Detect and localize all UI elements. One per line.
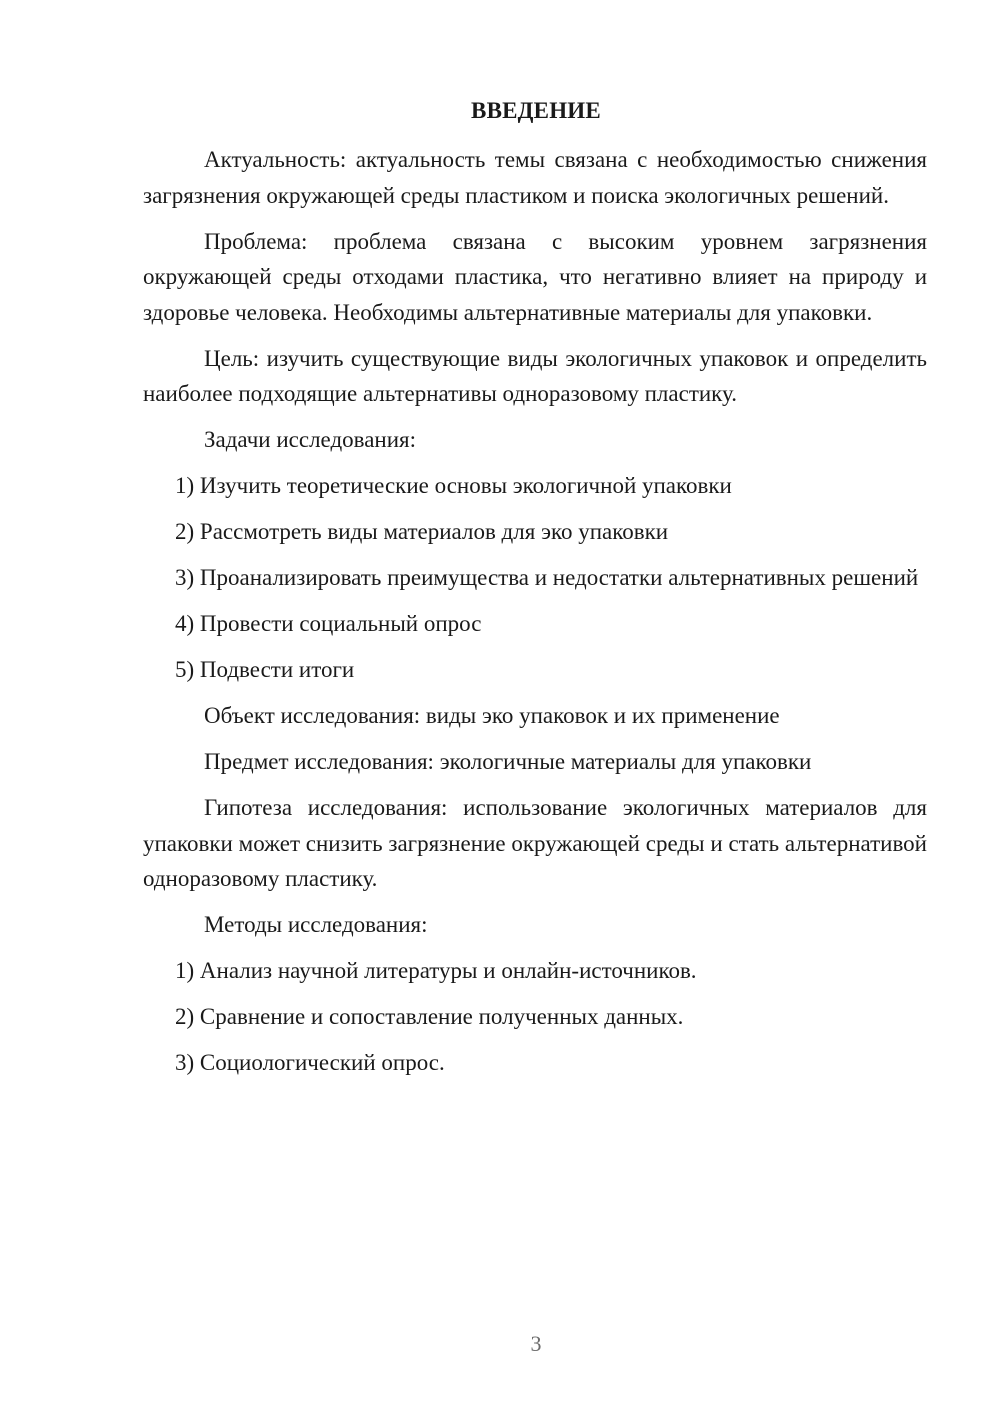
page-title: ВВЕДЕНИЕ xyxy=(471,98,601,123)
task-item-3: 3) Проанализировать преимущества и недостатки альтернативных решений xyxy=(175,565,919,590)
hypothesis-paragraph: Гипотеза исследования: использование экологичных материалов для упаковки может снизить загрязнение окружающей среды и стать альтернативой одноразовому пластику. xyxy=(143,795,927,891)
goal-paragraph: Цель: изучить существующие виды экологичных упаковок и определить наиболее подходящие альтернативы одноразовому пластику. xyxy=(143,345,927,406)
method-item-1: 1) Анализ научной литературы и онлайн-источников. xyxy=(175,958,697,983)
task-item-2: 2) Рассмотреть виды материалов для эко упаковки xyxy=(175,519,669,544)
method-item-2: 2) Сравнение и сопоставление полученных данных. xyxy=(175,1004,684,1029)
task-item-4: 4) Провести социальный опрос xyxy=(175,611,482,636)
document-body xyxy=(143,142,927,1091)
problem-paragraph: Проблема: проблема связана с высоким уровнем загрязнения окружающей среды отходами пластика, что негативно влияет на природу и здоровье человека. Необходимы альтернативные материалы для упаковки. xyxy=(143,228,927,325)
tasks-heading: Задачи исследования: xyxy=(204,427,417,452)
method-item-3: 3) Социологический опрос. xyxy=(175,1050,445,1075)
page-number: 3 xyxy=(530,1331,542,1356)
relevance-paragraph: Актуальность: актуальность темы связана с необходимостью снижения загрязнения окружающей среды пластиком и поиска экологичных решений. xyxy=(143,147,927,208)
task-item-5: 5) Подвести итоги xyxy=(175,657,355,682)
object-paragraph: Объект исследования: виды эко упаковок и их применение xyxy=(204,703,780,728)
subject-paragraph: Предмет исследования: экологичные материалы для упаковки xyxy=(204,749,812,774)
methods-heading: Методы исследования: xyxy=(204,912,428,937)
task-item-1: 1) Изучить теоретические основы экологичной упаковки xyxy=(175,473,732,498)
